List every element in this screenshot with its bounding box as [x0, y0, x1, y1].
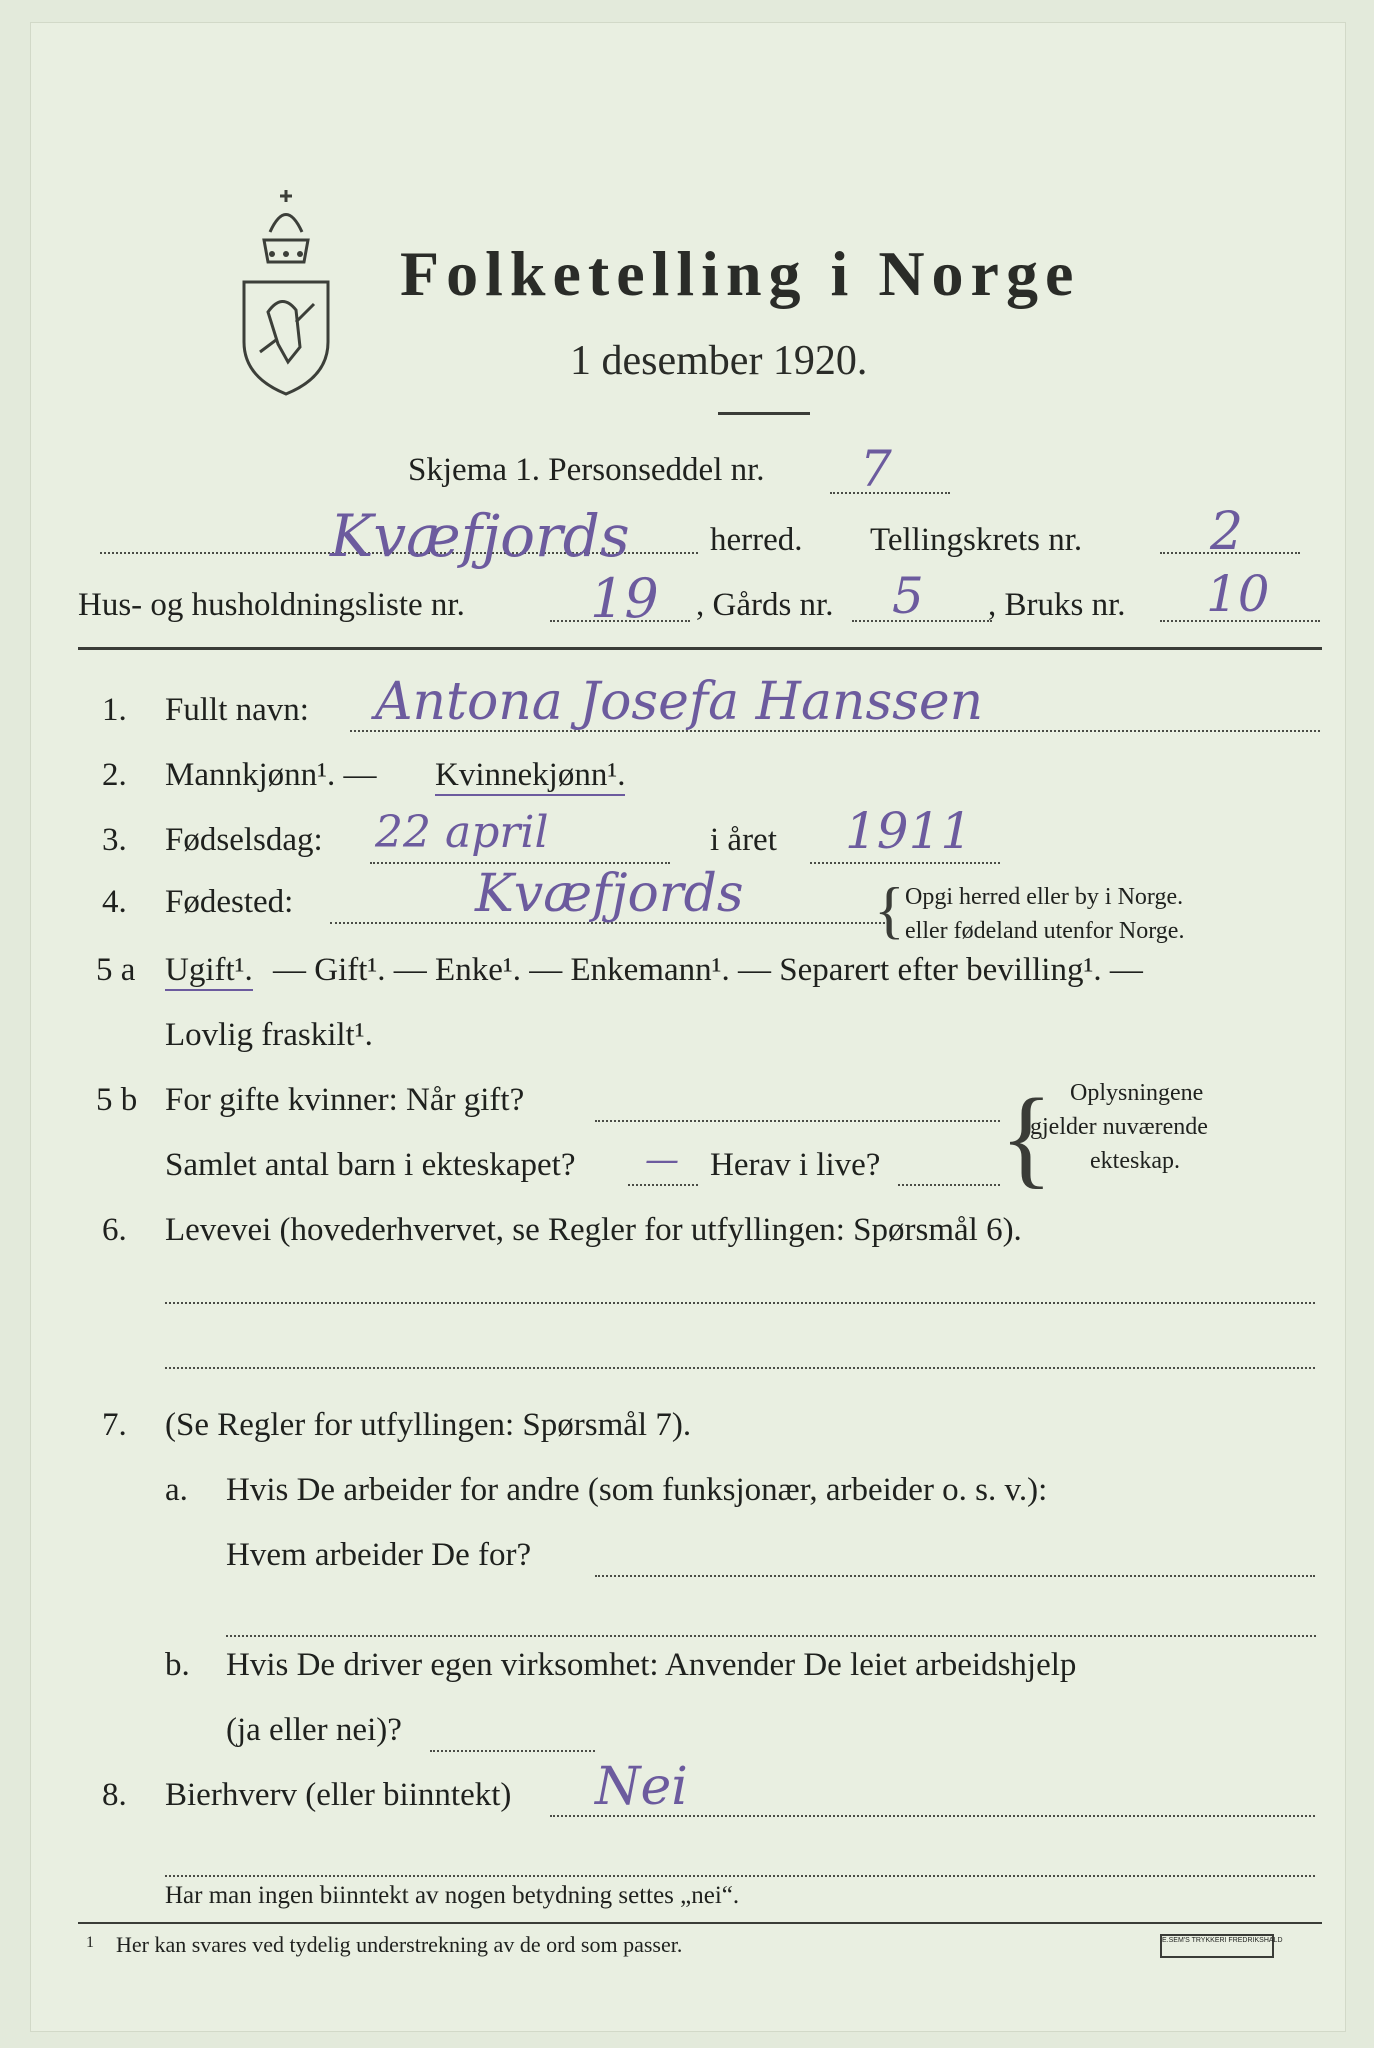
q7a-line1: Hvis De arbeider for andre (som funksjonær, arbeider o. s. v.): — [226, 1472, 1048, 1508]
herav-field[interactable] — [898, 1184, 1000, 1186]
arbeidsgiver-field-2[interactable] — [226, 1635, 1316, 1637]
aret-value: 1911 — [845, 802, 973, 860]
q4-note-brace: { — [874, 874, 905, 945]
q8-label: Bierhverv (eller biinntekt) — [165, 1777, 512, 1813]
q5b-herav-label: Herav i live? — [710, 1147, 881, 1183]
q7b-line2: (ja eller nei)? — [226, 1712, 402, 1748]
q4-label: Fødested: — [165, 884, 294, 920]
husholdningsliste-label: Hus- og husholdningsliste nr. — [78, 587, 465, 623]
header-rule — [78, 647, 1322, 650]
fodselsdag-value: 22 april — [375, 807, 549, 858]
q7a-number: a. — [165, 1472, 188, 1508]
q3-number: 3. — [102, 822, 127, 858]
gards-value: 5 — [892, 567, 924, 625]
q5b-note-line1: Oplysningene — [1070, 1080, 1204, 1106]
q3-year-label: i året — [710, 822, 777, 858]
gards-label: , Gårds nr. — [696, 587, 834, 623]
herred-label: herred. — [710, 522, 803, 558]
bruks-label: , Bruks nr. — [988, 587, 1126, 623]
q2-kvinne[interactable]: Kvinnekjønn¹. — [435, 757, 625, 796]
footnote-text: Her kan svares ved tydelig understrekning av de ord som passer. — [116, 1932, 683, 1957]
q4-number: 4. — [102, 884, 127, 920]
bierhverv-field-2[interactable] — [165, 1875, 1315, 1877]
printer-stamp: E.SEM'S TRYKKERI FREDRIKSHALD — [1160, 1934, 1274, 1958]
title-divider — [718, 412, 810, 415]
q6-number: 6. — [102, 1212, 127, 1248]
tellingskrets-label: Tellingskrets nr. — [870, 522, 1083, 558]
q7b-line1: Hvis De driver egen virksomhet: Anvender De leiet arbeidshjelp — [226, 1647, 1077, 1683]
q5b-note-brace: { — [1000, 1076, 1053, 1198]
q3-label: Fødselsdag: — [165, 822, 323, 858]
q5b-note-line3: ekteskap. — [1090, 1148, 1180, 1174]
q5b-barn-label: Samlet antal barn i ekteskapet? — [165, 1147, 576, 1183]
census-form-sheet — [30, 22, 1346, 2032]
q8-number: 8. — [102, 1777, 127, 1813]
herred-value: Kvæfjords — [330, 502, 630, 570]
husholdningsliste-value: 19 — [590, 567, 659, 630]
q8-note: Har man ingen biinntekt av nogen betydning settes „nei“. — [165, 1882, 740, 1909]
q7-label: (Se Regler for utfyllingen: Spørsmål 7). — [165, 1407, 692, 1443]
q1-number: 1. — [102, 692, 127, 728]
census-date: 1 desember 1920. — [570, 338, 868, 384]
naar-gift-field[interactable] — [595, 1120, 1000, 1122]
q7b-number: b. — [165, 1647, 190, 1683]
q6-label: Levevei (hovederhvervet, se Regler for utfyllingen: Spørsmål 6). — [165, 1212, 1022, 1248]
q5a-number: 5 a — [96, 952, 136, 988]
q7a-line2: Hvem arbeider De for? — [226, 1537, 532, 1573]
q1-label: Fullt navn: — [165, 692, 309, 728]
arbeidshjelp-field[interactable] — [430, 1750, 595, 1752]
q5b-note-line2: gjelder nuværende — [1030, 1114, 1208, 1140]
skjema-label: Skjema 1. Personseddel nr. — [408, 452, 765, 488]
q4-note-line1: Opgi herred eller by i Norge. — [905, 884, 1184, 910]
q7-number: 7. — [102, 1407, 127, 1443]
footnote-mark: 1 — [86, 1934, 94, 1951]
q5a-line2[interactable]: Lovlig fraskilt¹. — [165, 1017, 373, 1053]
q5a-options[interactable]: — Gift¹. — Enke¹. — Enkemann¹. — Separert efter bevilling¹. — — [273, 952, 1143, 988]
levevei-field-2[interactable] — [165, 1367, 1315, 1369]
barn-field[interactable] — [628, 1184, 698, 1186]
footer-rule — [78, 1922, 1322, 1924]
aret-field[interactable] — [810, 862, 1000, 864]
q5b-number: 5 b — [96, 1082, 138, 1118]
barn-value: — — [645, 1140, 679, 1180]
levevei-field-1[interactable] — [165, 1302, 1315, 1304]
form-title: Folketelling i Norge — [400, 238, 1081, 309]
coat-of-arms-emblem — [230, 172, 342, 402]
fodested-value: Kvæfjords — [475, 864, 744, 924]
arbeidsgiver-field-1[interactable] — [595, 1575, 1315, 1577]
tellingskrets-value: 2 — [1210, 502, 1244, 562]
q4-note-line2: eller fødeland utenfor Norge. — [905, 918, 1185, 944]
q5b-naar-gift-label: For gifte kvinner: Når gift? — [165, 1082, 525, 1118]
bruks-value: 10 — [1206, 565, 1270, 623]
personseddel-value: 7 — [860, 440, 892, 498]
fullt-navn-value: Antona Josefa Hanssen — [375, 672, 984, 732]
bierhverv-value: Nei — [595, 1757, 688, 1817]
q5a-ugift[interactable]: Ugift¹. — [165, 952, 253, 991]
q2-mann[interactable]: Mannkjønn¹. — — [165, 757, 377, 793]
q2-number: 2. — [102, 757, 127, 793]
